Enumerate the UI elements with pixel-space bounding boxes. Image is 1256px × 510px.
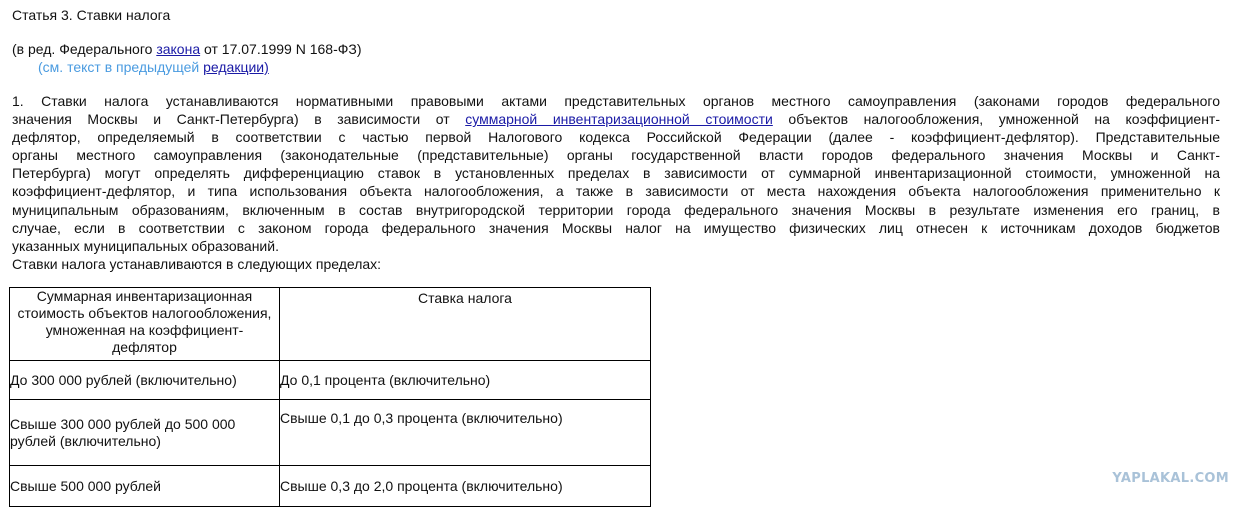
table-cell: До 300 000 рублей (включительно) bbox=[10, 361, 280, 400]
paragraph-line bbox=[12, 110, 1220, 128]
previous-edition-link[interactable]: редакции) bbox=[203, 59, 269, 75]
table-cell: Свыше 300 000 рублей до 500 000 рублей (включительно) bbox=[10, 400, 280, 466]
table-header-row bbox=[10, 288, 651, 361]
header-cell-rate: Ставка налога bbox=[280, 288, 651, 361]
paragraph-line: муниципальным образованиям, включенным в состав внутригородской территории города федерального значения Москвы в результате изменения его границ, в bbox=[12, 201, 1220, 218]
paragraph-line: органы местного самоуправления (законодательные (представительные) органы государственной власти городов федерального значения Москвы и Санкт- bbox=[12, 147, 1220, 164]
previous-edition-note bbox=[38, 59, 269, 75]
table-cell: Свыше 0,3 до 2,0 процента (включительно) bbox=[280, 466, 651, 507]
table-cell: До 0,1 процента (включительно) bbox=[280, 361, 651, 400]
paragraph-1 bbox=[12, 92, 1220, 273]
tax-rates-table bbox=[9, 287, 651, 507]
paragraph-line: Петербурга) могут определять дифференциацию ставок в установленных пределах в зависимости от суммарной инвентаризационной стоимости, умноженной на bbox=[12, 165, 1220, 182]
header-cell-value: Суммарная инвентаризационная стоимость объектов налогообложения, умноженная на коэффициент-дефлятор bbox=[10, 288, 280, 361]
paragraph-line: указанных муниципальных образований. bbox=[12, 237, 279, 254]
edition-suffix: от 17.07.1999 N 168-ФЗ) bbox=[200, 41, 362, 57]
edition-prefix: (в ред. Федерального bbox=[12, 41, 157, 57]
table-cell: Свыше 500 000 рублей bbox=[10, 466, 280, 507]
table-row bbox=[10, 361, 651, 400]
previous-edition-text: (см. текст в предыдущей bbox=[38, 59, 204, 75]
inventory-value-link[interactable]: суммарной инвентаризационной стоимости bbox=[465, 111, 773, 128]
law-link[interactable]: закона bbox=[156, 41, 201, 57]
edition-note bbox=[12, 41, 362, 57]
line-text: объектов налогообложения, умноженной на коэффициент- bbox=[788, 111, 1221, 128]
rates-intro: Ставки налога устанавливаются в следующих пределах: bbox=[12, 255, 382, 272]
article-title: Статья 3. Ставки налога bbox=[12, 7, 171, 23]
table-row bbox=[10, 400, 651, 466]
table-row bbox=[10, 466, 651, 507]
paragraph-line: 1. Ставки налога устанавливаются нормативными правовыми актами представительных органов местного самоуправления (законами городов федерального bbox=[12, 93, 1220, 109]
line-text: значения Москвы и Санкт-Петербурга) в зависимости от bbox=[12, 111, 450, 128]
table-cell: Свыше 0,1 до 0,3 процента (включительно) bbox=[280, 400, 651, 466]
paragraph-line: случае, если в соответствии с законом города федерального значения Москвы налог на имущество физических лиц отнесен к источникам доходов бюджетов bbox=[12, 219, 1220, 236]
paragraph-line: дефлятор, определяемый в соответствии с частью первой Налогового кодекса Российской Федерации (далее - коэффициент-дефлятор). Представительные bbox=[12, 129, 1220, 146]
watermark-logo: YAPLAKAL.COM bbox=[1112, 471, 1229, 486]
paragraph-line: коэффициент-дефлятор, и типа использования объекта налогообложения, а также в зависимости от места нахождения объекта налогообложения применительно к bbox=[12, 183, 1220, 200]
